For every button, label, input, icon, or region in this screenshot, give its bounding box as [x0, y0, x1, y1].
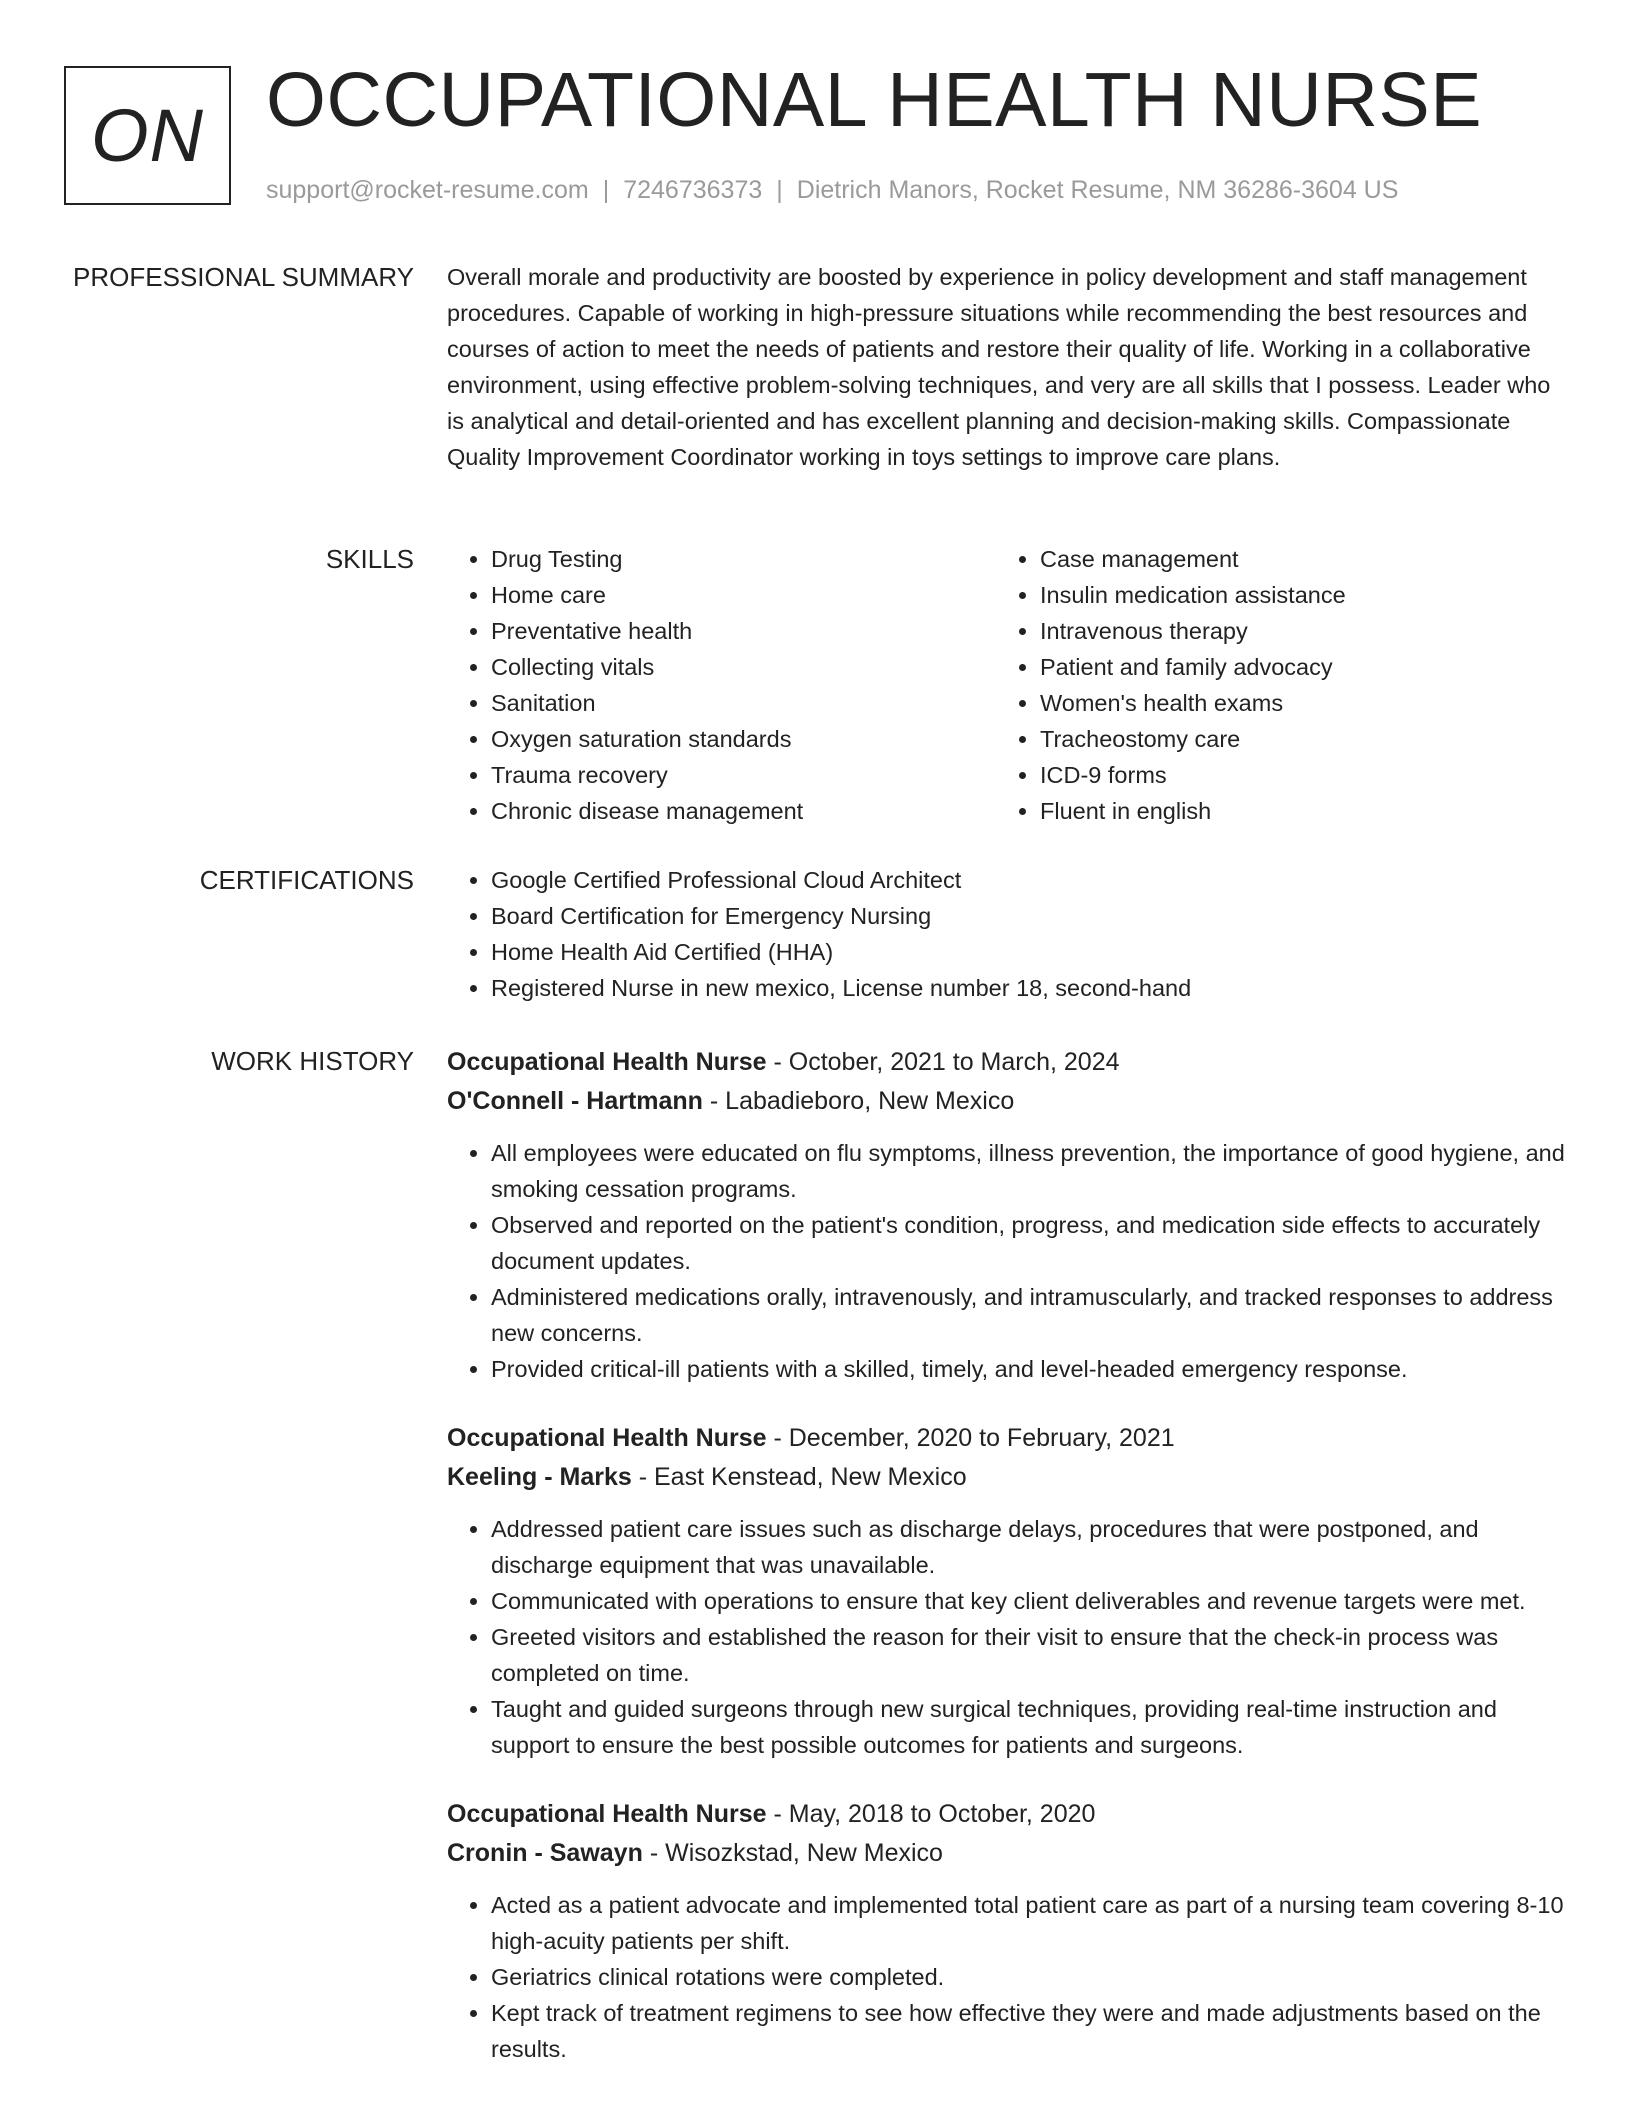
page-title: OCCUPATIONAL HEALTH NURSE — [266, 57, 1483, 143]
list-item: • Trauma recovery — [491, 757, 996, 793]
job-company: Keeling - Marks — [447, 1463, 632, 1491]
list-item: • Kept track of treatment regimens to see how effective they were and made adjustments based on the results. — [491, 1995, 1569, 2067]
list-item: • Collecting vitals — [491, 649, 996, 685]
job-company: O'Connell - Hartmann — [447, 1087, 703, 1115]
address: Dietrich Manors, Rocket Resume, NM 36286-3604 US — [796, 176, 1399, 204]
list-item: • Addressed patient care issues such as discharge delays, procedures that were postponed, and discharge equipment that was unavailable. — [491, 1511, 1569, 1583]
skills-right-column — [996, 541, 1540, 829]
section-label-summary: PROFESSIONAL SUMMARY — [73, 262, 414, 292]
list-item: • Taught and guided surgeons through new surgical techniques, providing real-time instruction and support to ensure the best possible outcomes for patients and surgeons. — [491, 1691, 1569, 1763]
list-item: • Sanitation — [491, 685, 996, 721]
job-title-line — [447, 1795, 1569, 1834]
job-company-line — [447, 1082, 1569, 1121]
list-item: • Patient and family advocacy — [1040, 649, 1540, 685]
job-location: - East Kenstead, New Mexico — [631, 1463, 967, 1491]
list-item: • Acted as a patient advocate and implemented total patient care as part of a nursing team covering 8-10 high-acuity patients per shift. — [491, 1887, 1569, 1959]
job-bullets — [447, 1135, 1569, 1387]
contact-line — [266, 176, 1398, 205]
list-item: • Geriatrics clinical rotations were completed. — [491, 1959, 1569, 1995]
list-item: • Drug Testing — [491, 541, 996, 577]
job-location: - Wisozkstad, New Mexico — [642, 1839, 943, 1867]
list-item: • Google Certified Professional Cloud Architect — [491, 862, 1569, 898]
list-item: • Tracheostomy care — [1040, 721, 1540, 757]
job-title: Occupational Health Nurse — [447, 1424, 767, 1452]
job-company-line — [447, 1834, 1569, 1873]
separator: | — [776, 176, 783, 204]
monogram-logo: ON — [64, 66, 231, 205]
list-item: • ICD-9 forms — [1040, 757, 1540, 793]
job-location: - Labadieboro, New Mexico — [702, 1087, 1015, 1115]
list-item: • Greeted visitors and established the reason for their visit to ensure that the check-in process was completed on time. — [491, 1619, 1569, 1691]
list-item: • Home care — [491, 577, 996, 613]
section-label-certifications: CERTIFICATIONS — [199, 865, 414, 895]
phone-number: 7246736373 — [623, 176, 763, 204]
job-title-line — [447, 1419, 1569, 1458]
job-title-line — [447, 1043, 1569, 1082]
job-dates: - May, 2018 to October, 2020 — [766, 1800, 1096, 1828]
job-entry — [447, 1419, 1569, 1763]
job-dates: - October, 2021 to March, 2024 — [766, 1048, 1120, 1076]
job-entry — [447, 1795, 1569, 2067]
list-item: • All employees were educated on flu symptoms, illness prevention, the importance of good hygiene, and smoking cessation programs. — [491, 1135, 1569, 1207]
job-company: Cronin - Sawayn — [447, 1839, 643, 1867]
certifications-list — [447, 862, 1569, 1006]
list-item: • Insulin medication assistance — [1040, 577, 1540, 613]
list-item: • Preventative health — [491, 613, 996, 649]
list-item: • Fluent in english — [1040, 793, 1540, 829]
list-item: • Case management — [1040, 541, 1540, 577]
list-item: • Women's health exams — [1040, 685, 1540, 721]
email-link[interactable]: support@rocket-resume.com — [266, 176, 589, 204]
skills-list — [447, 541, 1569, 829]
section-label-work-history: WORK HISTORY — [211, 1046, 414, 1076]
separator: | — [602, 176, 610, 204]
job-bullets — [447, 1887, 1569, 2067]
job-dates: - December, 2020 to February, 2021 — [766, 1424, 1175, 1452]
list-item: • Home Health Aid Certified (HHA) — [491, 934, 1569, 970]
job-company-line — [447, 1458, 1569, 1497]
job-title: Occupational Health Nurse — [447, 1048, 767, 1076]
list-item: • Communicated with operations to ensure that key client deliverables and revenue targets were met. — [491, 1583, 1569, 1619]
skills-left-column — [447, 541, 996, 829]
list-item: • Registered Nurse in new mexico, License number 18, second-hand — [491, 970, 1569, 1006]
job-bullets — [447, 1511, 1569, 1763]
list-item: • Oxygen saturation standards — [491, 721, 996, 757]
section-label-skills: SKILLS — [325, 544, 414, 574]
list-item: • Chronic disease management — [491, 793, 996, 829]
list-item: • Provided critical-ill patients with a skilled, timely, and level-headed emergency response. — [491, 1351, 1569, 1387]
list-item: • Intravenous therapy — [1040, 613, 1540, 649]
list-item: • Administered medications orally, intravenously, and intramuscularly, and tracked responses to address new concerns. — [491, 1279, 1569, 1351]
list-item: • Board Certification for Emergency Nursing — [491, 898, 1569, 934]
work-history-list — [447, 1043, 1569, 2099]
job-entry — [447, 1043, 1569, 1387]
list-item: • Observed and reported on the patient's condition, progress, and medication side effects to accurately document updates. — [491, 1207, 1569, 1279]
job-title: Occupational Health Nurse — [447, 1800, 767, 1828]
summary-text: Overall morale and productivity are boosted by experience in policy development and staff management procedures. Capable of working in high-pressure situations while recommending the best resources and courses of action to meet the needs of patients and restore their quality of life. Working in a collaborative environment, using effective problem-solving techniques, and very are all skills that I possess. Leader who is analytical and detail-oriented and has excellent planning and decision-making skills. Compassionate Quality Improvement Coordinator working in toys settings to improve care plans. — [447, 264, 1551, 470]
